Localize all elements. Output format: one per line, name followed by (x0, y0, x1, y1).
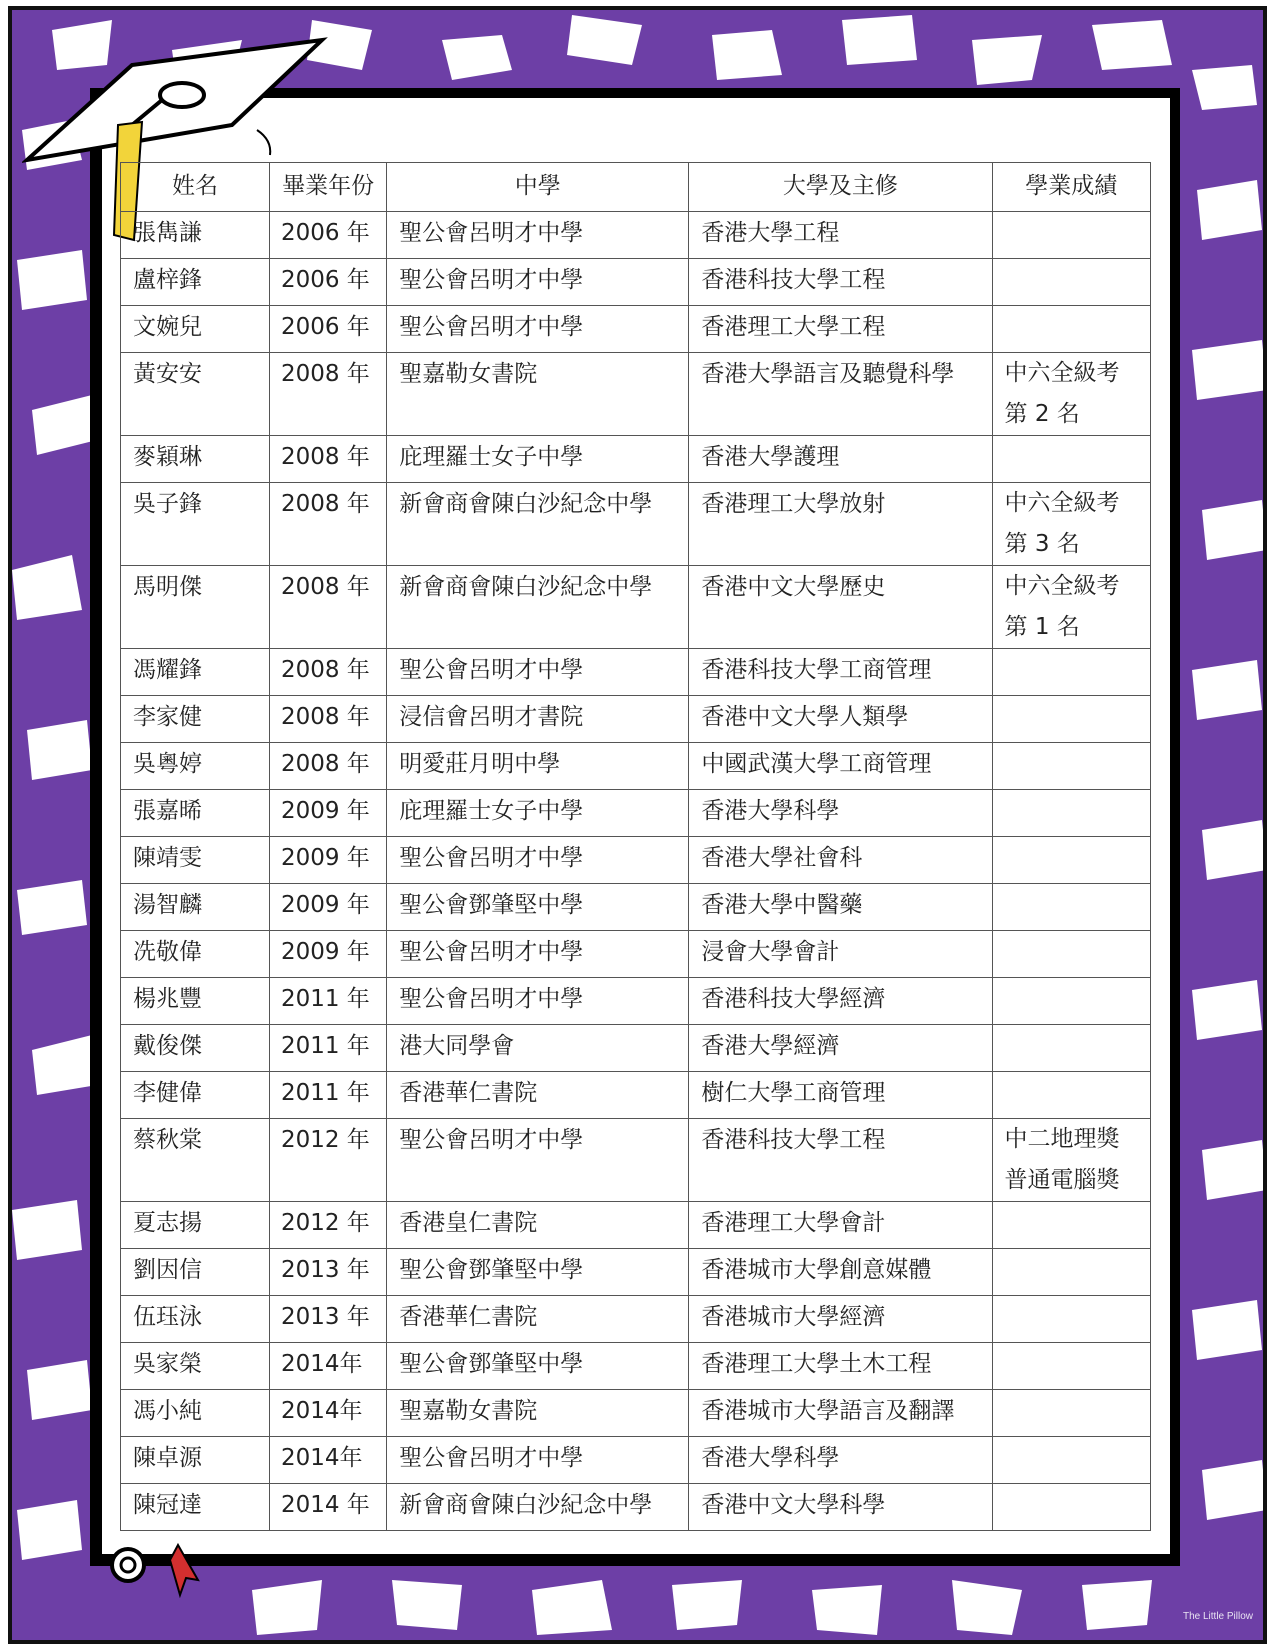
cell-university: 香港城市大學創意媒體 (689, 1249, 992, 1296)
table-row (121, 353, 1151, 436)
cell-university: 香港大學社會科 (689, 837, 992, 884)
achievement-line: 普通電腦獎 (1004, 1167, 1120, 1193)
cell-university: 香港理工大學會計 (689, 1202, 992, 1249)
cell-school: 聖公會呂明才中學 (387, 1119, 689, 1202)
table-row (121, 436, 1151, 483)
cell-university: 香港大學護理 (689, 436, 992, 483)
cell-university: 香港科技大學經濟 (689, 978, 992, 1025)
cell-year: 2009 年 (269, 790, 386, 837)
cell-achievement (992, 212, 1150, 259)
cell-name: 麥穎琳 (121, 436, 270, 483)
cell-school: 新會商會陳白沙紀念中學 (387, 483, 689, 566)
cell-university: 香港大學科學 (689, 1437, 992, 1484)
cell-name: 吳家榮 (121, 1343, 270, 1390)
cell-year: 2006 年 (269, 259, 386, 306)
table-row (121, 931, 1151, 978)
cell-name: 冼敬偉 (121, 931, 270, 978)
cell-achievement (992, 353, 1150, 436)
cell-name: 陳靖雯 (121, 837, 270, 884)
cell-school: 庇理羅士女子中學 (387, 436, 689, 483)
cell-university: 香港理工大學放射 (689, 483, 992, 566)
cell-year: 2011 年 (269, 1025, 386, 1072)
cell-year: 2011 年 (269, 978, 386, 1025)
cell-university: 香港理工大學土木工程 (689, 1343, 992, 1390)
cell-year: 2009 年 (269, 837, 386, 884)
cell-achievement (992, 790, 1150, 837)
cell-university: 香港科技大學工程 (689, 1119, 992, 1202)
cell-school: 聖公會呂明才中學 (387, 931, 689, 978)
cell-school: 庇理羅士女子中學 (387, 790, 689, 837)
cell-year: 2006 年 (269, 306, 386, 353)
header-name: 姓名 (121, 163, 270, 212)
cell-school: 新會商會陳白沙紀念中學 (387, 1484, 689, 1531)
cell-name: 吳粵婷 (121, 743, 270, 790)
cell-name: 文婉兒 (121, 306, 270, 353)
cell-name: 戴俊傑 (121, 1025, 270, 1072)
cell-achievement (992, 1202, 1150, 1249)
cell-school: 聖公會鄧肇堅中學 (387, 1343, 689, 1390)
cell-school: 港大同學會 (387, 1025, 689, 1072)
table-row (121, 1343, 1151, 1390)
table-row (121, 1025, 1151, 1072)
table-row (121, 884, 1151, 931)
cell-university: 香港大學科學 (689, 790, 992, 837)
cell-name: 李家健 (121, 696, 270, 743)
cell-achievement (992, 1025, 1150, 1072)
cell-name: 黃安安 (121, 353, 270, 436)
cell-year: 2012 年 (269, 1202, 386, 1249)
cell-name: 盧梓鋒 (121, 259, 270, 306)
cell-university: 香港大學中醫藥 (689, 884, 992, 931)
achievement-line: 中六全級考 (1004, 360, 1120, 386)
table-row (121, 837, 1151, 884)
cell-year: 2013 年 (269, 1249, 386, 1296)
table-row (121, 259, 1151, 306)
cell-year: 2008 年 (269, 743, 386, 790)
cell-school: 聖公會呂明才中學 (387, 837, 689, 884)
cell-achievement (992, 743, 1150, 790)
cell-year: 2008 年 (269, 353, 386, 436)
cell-name: 張嘉晞 (121, 790, 270, 837)
cell-year: 2009 年 (269, 931, 386, 978)
table-row (121, 1072, 1151, 1119)
cell-school: 聖公會呂明才中學 (387, 259, 689, 306)
cell-year: 2009 年 (269, 884, 386, 931)
achievement-line: 第 3 名 (1004, 531, 1080, 557)
cell-name: 吳子鋒 (121, 483, 270, 566)
cell-name: 陳冠達 (121, 1484, 270, 1531)
cell-year: 2011 年 (269, 1072, 386, 1119)
table-row (121, 1484, 1151, 1531)
cell-year: 2013 年 (269, 1296, 386, 1343)
table-row (121, 696, 1151, 743)
cell-achievement (992, 649, 1150, 696)
achievement-line: 第 1 名 (1004, 614, 1080, 640)
cell-name: 馮耀鋒 (121, 649, 270, 696)
cell-name: 陳卓源 (121, 1437, 270, 1484)
header-academic-achievement: 學業成績 (992, 163, 1150, 212)
table-row (121, 743, 1151, 790)
cell-year: 2008 年 (269, 436, 386, 483)
cell-university: 香港大學工程 (689, 212, 992, 259)
achievement-line: 中二地理獎 (1004, 1126, 1120, 1152)
cell-school: 聖公會鄧肇堅中學 (387, 1249, 689, 1296)
cell-year: 2014年 (269, 1437, 386, 1484)
cell-year: 2006 年 (269, 212, 386, 259)
cell-name: 李健偉 (121, 1072, 270, 1119)
cell-achievement (992, 978, 1150, 1025)
watermark: The Little Pillow (1182, 1611, 1253, 1622)
cell-school: 香港華仁書院 (387, 1072, 689, 1119)
table-header-row (121, 163, 1151, 212)
cell-achievement (992, 259, 1150, 306)
cell-achievement (992, 483, 1150, 566)
cell-school: 香港皇仁書院 (387, 1202, 689, 1249)
achievement-line: 中六全級考 (1004, 573, 1120, 599)
cell-achievement (992, 884, 1150, 931)
table-row (121, 306, 1151, 353)
table-row (121, 566, 1151, 649)
cell-university: 香港中文大學人類學 (689, 696, 992, 743)
table-row (121, 978, 1151, 1025)
cell-name: 馮小純 (121, 1390, 270, 1437)
cell-name: 夏志揚 (121, 1202, 270, 1249)
graduates-table (120, 162, 1151, 1531)
cell-achievement (992, 1390, 1150, 1437)
achievement-line: 中六全級考 (1004, 490, 1120, 516)
cell-university: 香港科技大學工程 (689, 259, 992, 306)
cell-achievement (992, 837, 1150, 884)
cell-school: 聖公會呂明才中學 (387, 212, 689, 259)
cell-achievement (992, 1249, 1150, 1296)
header-university-major: 大學及主修 (689, 163, 992, 212)
cell-university: 香港大學經濟 (689, 1025, 992, 1072)
table-row (121, 212, 1151, 259)
cell-name: 蔡秋棠 (121, 1119, 270, 1202)
cell-name: 楊兆豐 (121, 978, 270, 1025)
cell-achievement (992, 1296, 1150, 1343)
cell-university: 香港理工大學工程 (689, 306, 992, 353)
cell-year: 2008 年 (269, 649, 386, 696)
cell-university: 中國武漢大學工商管理 (689, 743, 992, 790)
table-row (121, 1296, 1151, 1343)
cell-year: 2008 年 (269, 483, 386, 566)
diploma-scroll-icon (108, 1540, 228, 1600)
cell-achievement (992, 566, 1150, 649)
cell-achievement (992, 1119, 1150, 1202)
achievement-line: 第 2 名 (1004, 401, 1080, 427)
cell-university: 香港城市大學語言及翻譯 (689, 1390, 992, 1437)
cell-school: 聖公會鄧肇堅中學 (387, 884, 689, 931)
cell-school: 聖公會呂明才中學 (387, 978, 689, 1025)
table-row (121, 1249, 1151, 1296)
cell-university: 浸會大學會計 (689, 931, 992, 978)
table-row (121, 1390, 1151, 1437)
cell-achievement (992, 1343, 1150, 1390)
cell-year: 2012 年 (269, 1119, 386, 1202)
cell-achievement (992, 1437, 1150, 1484)
cell-year: 2014年 (269, 1343, 386, 1390)
cell-school: 聖嘉勒女書院 (387, 1390, 689, 1437)
cell-year: 2014 年 (269, 1484, 386, 1531)
cell-year: 2008 年 (269, 696, 386, 743)
cell-university: 樹仁大學工商管理 (689, 1072, 992, 1119)
cell-achievement (992, 1484, 1150, 1531)
cell-university: 香港中文大學科學 (689, 1484, 992, 1531)
cell-school: 聖嘉勒女書院 (387, 353, 689, 436)
cell-year: 2008 年 (269, 566, 386, 649)
table-row (121, 1202, 1151, 1249)
cell-school: 新會商會陳白沙紀念中學 (387, 566, 689, 649)
cell-school: 明愛莊月明中學 (387, 743, 689, 790)
cell-name: 伍珏泳 (121, 1296, 270, 1343)
cell-school: 聖公會呂明才中學 (387, 649, 689, 696)
cell-university: 香港科技大學工商管理 (689, 649, 992, 696)
cell-university: 香港城市大學經濟 (689, 1296, 992, 1343)
header-secondary-school: 中學 (387, 163, 689, 212)
header-graduation-year: 畢業年份 (269, 163, 386, 212)
cell-achievement (992, 306, 1150, 353)
cell-school: 聖公會呂明才中學 (387, 306, 689, 353)
cell-name: 張雋謙 (121, 212, 270, 259)
table-row (121, 1437, 1151, 1484)
cell-name: 劉因信 (121, 1249, 270, 1296)
cell-year: 2014年 (269, 1390, 386, 1437)
table-row (121, 1119, 1151, 1202)
cell-achievement (992, 1072, 1150, 1119)
cell-school: 浸信會呂明才書院 (387, 696, 689, 743)
cell-achievement (992, 931, 1150, 978)
cell-school: 香港華仁書院 (387, 1296, 689, 1343)
cell-name: 馬明傑 (121, 566, 270, 649)
table-row (121, 790, 1151, 837)
table-row (121, 649, 1151, 696)
table-row (121, 483, 1151, 566)
cell-name: 湯智麟 (121, 884, 270, 931)
cell-university: 香港大學語言及聽覺科學 (689, 353, 992, 436)
cell-university: 香港中文大學歷史 (689, 566, 992, 649)
cell-achievement (992, 696, 1150, 743)
cell-achievement (992, 436, 1150, 483)
cell-school: 聖公會呂明才中學 (387, 1437, 689, 1484)
